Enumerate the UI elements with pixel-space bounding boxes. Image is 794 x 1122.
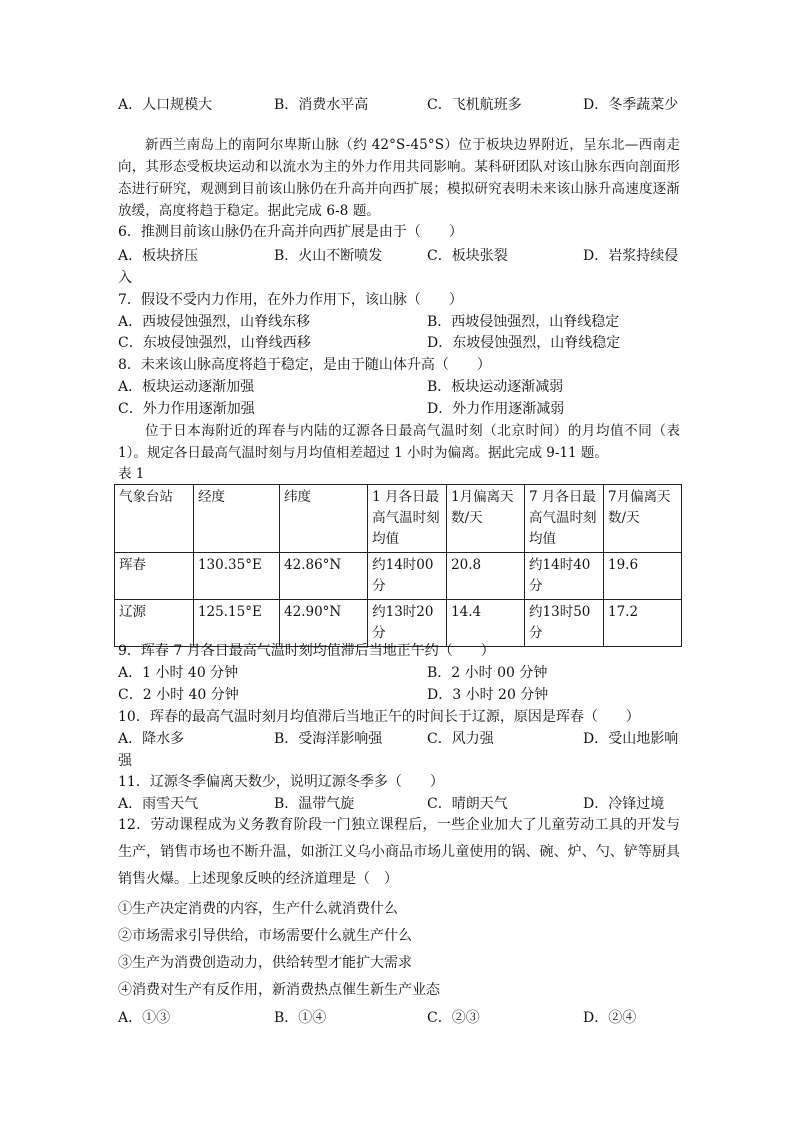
q12-statement-4: ④消费对生产有反作用，新消费热点催生新生产业态 <box>118 982 440 998</box>
q9-option-c: C．2 小时 40 分钟 <box>118 687 239 703</box>
q7-option-a: A．西坡侵蚀强烈，山脊线东移 <box>118 314 311 330</box>
table-cell: 14.4 <box>447 600 525 647</box>
table-cell: 42.86°N <box>280 553 368 600</box>
q12-stem: 12．劳动课程成为义务教育阶段一门独立课程后，一些企业加大了儿童劳动工具的开发与生产，销售市场也不断升温，如浙江义乌小商品市场儿童使用的锅、碗、炉、勺、铲等厨具销售火爆。上述现象反映的经济道理是（ ） <box>118 817 680 887</box>
q12-option-a: A．①③ <box>118 1010 171 1026</box>
q8-stem: 8．未来该山脉高度将趋于稳定，是由于随山体升高（ ） <box>118 357 491 373</box>
q10-option-d-wrap: 强 <box>118 753 132 769</box>
q10-stem: 10．珲春的最高气温时刻月均值滞后当地正午的时间长于辽源，原因是珲春（ ） <box>118 709 640 725</box>
q10-option-b: B．受海洋影响强 <box>274 731 383 747</box>
q5-option-a: A．人口规模大 <box>118 97 213 113</box>
q12-option-b: B．①④ <box>274 1010 327 1026</box>
header-jul-days: 7月偏离天数/天 <box>604 485 682 553</box>
q8-option-a: A．板块运动逐渐加强 <box>118 379 255 395</box>
q8-option-d: D．外力作用逐渐减弱 <box>427 401 565 417</box>
q5-option-d: D．冬季蔬菜少 <box>583 97 679 113</box>
header-jul-time: 7 月各日最高气温时刻均值 <box>525 485 604 553</box>
q8-option-c: C．外力作用逐渐加强 <box>118 401 255 417</box>
q9-option-b: B．2 小时 00 分钟 <box>427 665 548 681</box>
table-cell: 约13时20分 <box>368 600 447 647</box>
q9-stem: 9．珲春 7 月各日最高气温时刻均值滞后当地正午约（ ） <box>118 643 495 659</box>
q11-option-c: C．晴朗天气 <box>427 796 508 812</box>
table-row <box>115 600 682 647</box>
q6-option-c: C．板块张裂 <box>427 248 508 264</box>
q10-option-c: C．风力强 <box>427 731 494 747</box>
header-jan-days: 1月偏离天数/天 <box>447 485 525 553</box>
table-cell: 20.8 <box>447 553 525 600</box>
table-cell: 17.2 <box>604 600 682 647</box>
q10-option-a: A．降水多 <box>118 731 185 747</box>
header-jan-time: 1 月各日最高气温时刻均值 <box>368 485 447 553</box>
q5-option-b: B．消费水平高 <box>274 97 369 113</box>
table-cell: 42.90°N <box>280 600 368 647</box>
q7-option-c: C．东坡侵蚀强烈，山脊线西移 <box>118 335 311 351</box>
table-header-row <box>115 485 682 553</box>
q9-option-d: D．3 小时 20 分钟 <box>427 687 549 703</box>
q6-option-b: B．火山不断喷发 <box>274 248 383 264</box>
q6-stem: 6．推测目前该山脉仍在升高并向西扩展是由于（ ） <box>118 224 463 240</box>
q6-option-d: D．岩浆持续侵 <box>583 248 679 264</box>
header-longitude: 经度 <box>193 485 279 553</box>
q7-stem: 7．假设不受内力作用，在外力作用下，该山脉（ ） <box>118 292 463 308</box>
table-cell: 约14时40分 <box>525 553 604 600</box>
q7-option-b: B．西坡侵蚀强烈，山脊线稳定 <box>427 314 620 330</box>
table-cell: 约14时00分 <box>368 553 447 600</box>
passage-hunchun-liaoyuan: 位于日本海附近的珲春与内陆的辽源各日最高气温时刻（北京时间）的月均值不同（表 1）。规定各日最高气温时刻与月均值相差超过 1 小时为偏离。据此完成 9-11 题。 <box>118 423 680 461</box>
q12-statement-1: ①生产决定消费的内容，生产什么就消费什么 <box>118 901 398 917</box>
q6-option-d-wrap: 入 <box>118 270 132 286</box>
q11-option-a: A．雨雪天气 <box>118 796 199 812</box>
table-cell: 130.35°E <box>193 553 279 600</box>
table-cell: 125.15°E <box>193 600 279 647</box>
table-cell: 珲春 <box>115 553 194 600</box>
q12-statement-2: ②市场需求引导供给，市场需要什么就生产什么 <box>118 928 412 944</box>
table-cell: 约13时50分 <box>525 600 604 647</box>
table-cell: 19.6 <box>604 553 682 600</box>
q11-option-d: D．冷锋过境 <box>583 796 665 812</box>
table-label: 表 1 <box>118 466 145 482</box>
q10-option-d: D．受山地影响 <box>583 731 679 747</box>
q5-option-c: C．飞机航班多 <box>427 97 522 113</box>
q6-option-a: A．板块挤压 <box>118 248 199 264</box>
q8-option-b: B．板块运动逐渐减弱 <box>427 379 564 395</box>
q11-option-b: B．温带气旋 <box>274 796 355 812</box>
table-row <box>115 553 682 600</box>
q11-stem: 11．辽源冬季偏离天数少，说明辽源冬季多（ ） <box>118 774 444 790</box>
header-station: 气象台站 <box>115 485 194 553</box>
q9-option-a: A．1 小时 40 分钟 <box>118 665 239 681</box>
q12-statement-3: ③生产为消费创造动力，供给转型才能扩大需求 <box>118 955 412 971</box>
header-latitude: 纬度 <box>280 485 368 553</box>
q7-option-d: D．东坡侵蚀强烈，山脊线稳定 <box>427 335 621 351</box>
q12-option-d: D．②④ <box>583 1010 637 1026</box>
table-cell: 辽源 <box>115 600 194 647</box>
passage-southern-alps: 新西兰南岛上的南阿尔卑斯山脉（约 42°S-45°S）位于板块边界附近，呈东北—西南走向，其形态受板块运动和以流水为主的外力作用共同影响。某科研团队对该山脉东西向剖面形态进行研究，观测到目前该山脉仍在升高并向西扩展；模拟研究表明未来该山脉升高速度逐渐放缓，高度将趋于稳定。据此完成 6-8 题。 <box>118 137 680 219</box>
q12-option-c: C．②③ <box>427 1010 480 1026</box>
data-table <box>114 484 682 647</box>
